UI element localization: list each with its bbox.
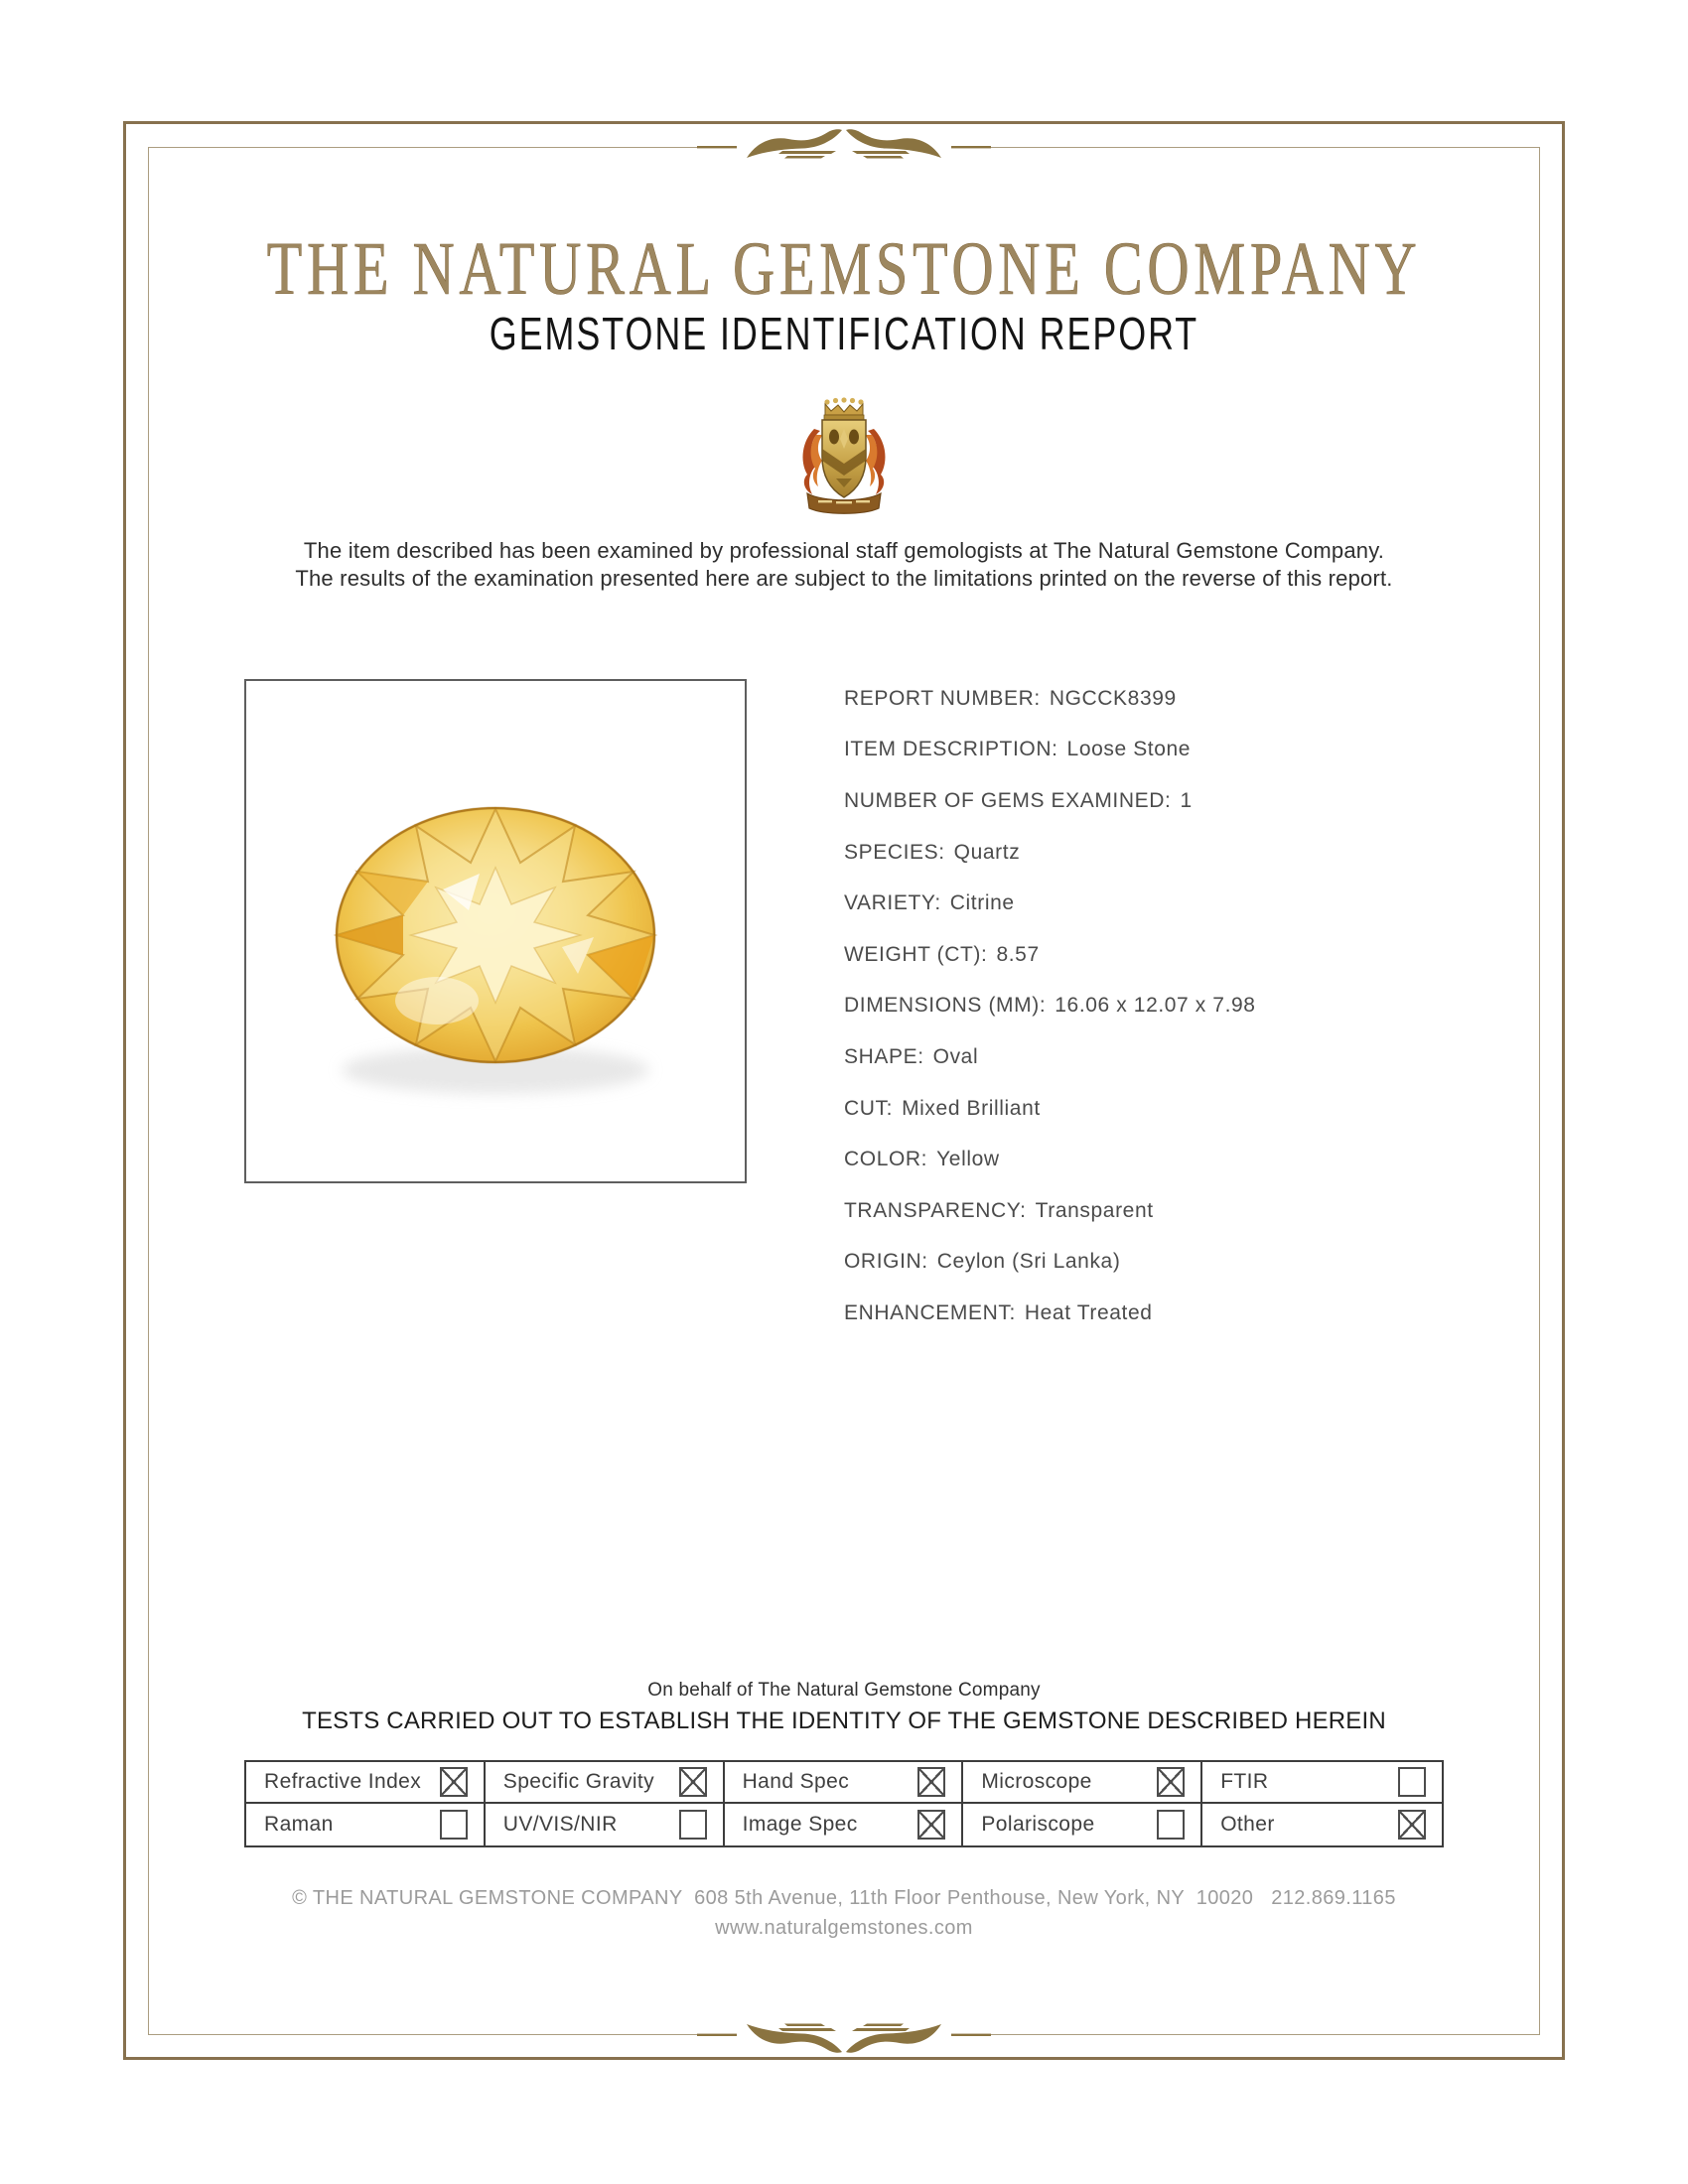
company-crest-icon bbox=[794, 391, 894, 520]
flourish-divider-icon bbox=[695, 125, 993, 169]
field-variety bbox=[844, 878, 1256, 929]
field-label: WEIGHT (CT): bbox=[844, 942, 988, 966]
test-cell-raman bbox=[246, 1804, 486, 1845]
checkbox-icon bbox=[1157, 1810, 1185, 1840]
report-title: GEMSTONE IDENTIFICATION REPORT bbox=[489, 308, 1199, 359]
field-value: Ceylon (Sri Lanka) bbox=[936, 1250, 1121, 1274]
field-value: Citrine bbox=[949, 891, 1015, 915]
test-cell-refractive-index bbox=[246, 1762, 486, 1804]
test-label: Specific Gravity bbox=[502, 1770, 655, 1793]
test-label: Microscope bbox=[981, 1770, 1092, 1793]
checkbox-icon bbox=[440, 1810, 468, 1840]
checkbox-icon bbox=[679, 1810, 707, 1840]
test-label: Raman bbox=[264, 1813, 334, 1836]
field-shape bbox=[844, 1031, 1256, 1083]
test-cell-hand-spec bbox=[725, 1762, 964, 1804]
field-report-number bbox=[844, 673, 1256, 725]
field-transparency bbox=[844, 1185, 1256, 1237]
checkbox-icon bbox=[917, 1810, 945, 1840]
report-fields bbox=[844, 673, 1256, 1339]
field-value: Quartz bbox=[953, 840, 1021, 864]
examination-statement-line2: The results of the examination presented here are subject to the limitations printed on the reverse of this report. bbox=[295, 566, 1393, 591]
field-item-description bbox=[844, 725, 1256, 776]
checkbox-icon bbox=[1157, 1767, 1185, 1797]
field-value: Loose Stone bbox=[1066, 738, 1192, 761]
field-label: DIMENSIONS (MM): bbox=[844, 994, 1047, 1018]
test-label: Hand Spec bbox=[742, 1770, 850, 1793]
field-dimensions bbox=[844, 981, 1256, 1032]
field-label: SHAPE: bbox=[844, 1044, 924, 1068]
tests-table bbox=[244, 1760, 1444, 1847]
field-value: Oval bbox=[932, 1044, 979, 1068]
field-value: 1 bbox=[1180, 788, 1193, 812]
gemstone-photo bbox=[244, 679, 747, 1183]
field-value: NGCCK8399 bbox=[1049, 686, 1177, 710]
test-label: Other bbox=[1220, 1813, 1275, 1836]
field-label: ENHANCEMENT: bbox=[844, 1300, 1016, 1324]
field-label: ORIGIN: bbox=[844, 1250, 928, 1274]
checkbox-icon bbox=[1398, 1767, 1426, 1797]
field-value: Yellow bbox=[936, 1148, 1000, 1171]
field-label: VARIETY: bbox=[844, 891, 941, 915]
checkbox-icon bbox=[917, 1767, 945, 1797]
field-label: CUT: bbox=[844, 1096, 894, 1120]
test-label: FTIR bbox=[1220, 1770, 1269, 1793]
test-cell-microscope bbox=[963, 1762, 1202, 1804]
flourish-divider-icon bbox=[695, 2013, 993, 2057]
footer-website: www.naturalgemstones.com bbox=[715, 1917, 973, 1939]
test-cell-polariscope bbox=[963, 1804, 1202, 1845]
field-cut bbox=[844, 1083, 1256, 1135]
field-label: SPECIES: bbox=[844, 840, 945, 864]
field-value: Heat Treated bbox=[1024, 1300, 1153, 1324]
test-cell-uv-vis-nir bbox=[486, 1804, 725, 1845]
footer-address: © THE NATURAL GEMSTONE COMPANY 608 5th Avenue, 11th Floor Penthouse, New York, NY 10020 212.869.1165 bbox=[292, 1887, 1396, 1909]
field-value: Transparent bbox=[1035, 1198, 1154, 1222]
field-value: Mixed Brilliant bbox=[902, 1096, 1041, 1120]
field-enhancement bbox=[844, 1288, 1256, 1339]
test-cell-image-spec bbox=[725, 1804, 964, 1845]
test-cell-other bbox=[1202, 1804, 1442, 1845]
field-label: COLOR: bbox=[844, 1148, 928, 1171]
field-weight bbox=[844, 929, 1256, 981]
test-cell-specific-gravity bbox=[486, 1762, 725, 1804]
company-name-title: THE NATURAL GEMSTONE COMPANY bbox=[266, 227, 1422, 311]
examination-statement-line1: The item described has been examined by professional staff gemologists at The Natural Gemstone Company. bbox=[303, 538, 1385, 563]
field-species bbox=[844, 827, 1256, 879]
tests-heading: TESTS CARRIED OUT TO ESTABLISH THE IDENTITY OF THE GEMSTONE DESCRIBED HEREIN bbox=[302, 1707, 1386, 1734]
field-value: 16.06 x 12.07 x 7.98 bbox=[1055, 994, 1256, 1018]
field-label: TRANSPARENCY: bbox=[844, 1198, 1027, 1222]
examination-statement bbox=[0, 537, 1688, 593]
field-color bbox=[844, 1134, 1256, 1185]
on-behalf-line: On behalf of The Natural Gemstone Company bbox=[647, 1680, 1041, 1701]
field-label: ITEM DESCRIPTION: bbox=[844, 738, 1058, 761]
test-label: Image Spec bbox=[742, 1813, 858, 1836]
checkbox-icon bbox=[1398, 1810, 1426, 1840]
test-label: Refractive Index bbox=[264, 1770, 422, 1793]
field-origin bbox=[844, 1237, 1256, 1289]
field-value: 8.57 bbox=[996, 942, 1040, 966]
test-cell-ftir bbox=[1202, 1762, 1442, 1804]
test-label: Polariscope bbox=[981, 1813, 1095, 1836]
checkbox-icon bbox=[440, 1767, 468, 1797]
test-label: UV/VIS/NIR bbox=[502, 1813, 618, 1836]
field-label: NUMBER OF GEMS EXAMINED: bbox=[844, 788, 1172, 812]
citrine-gem-illustration bbox=[246, 681, 745, 1181]
field-number-of-gems bbox=[844, 775, 1256, 827]
field-label: REPORT NUMBER: bbox=[844, 686, 1041, 710]
checkbox-icon bbox=[679, 1767, 707, 1797]
